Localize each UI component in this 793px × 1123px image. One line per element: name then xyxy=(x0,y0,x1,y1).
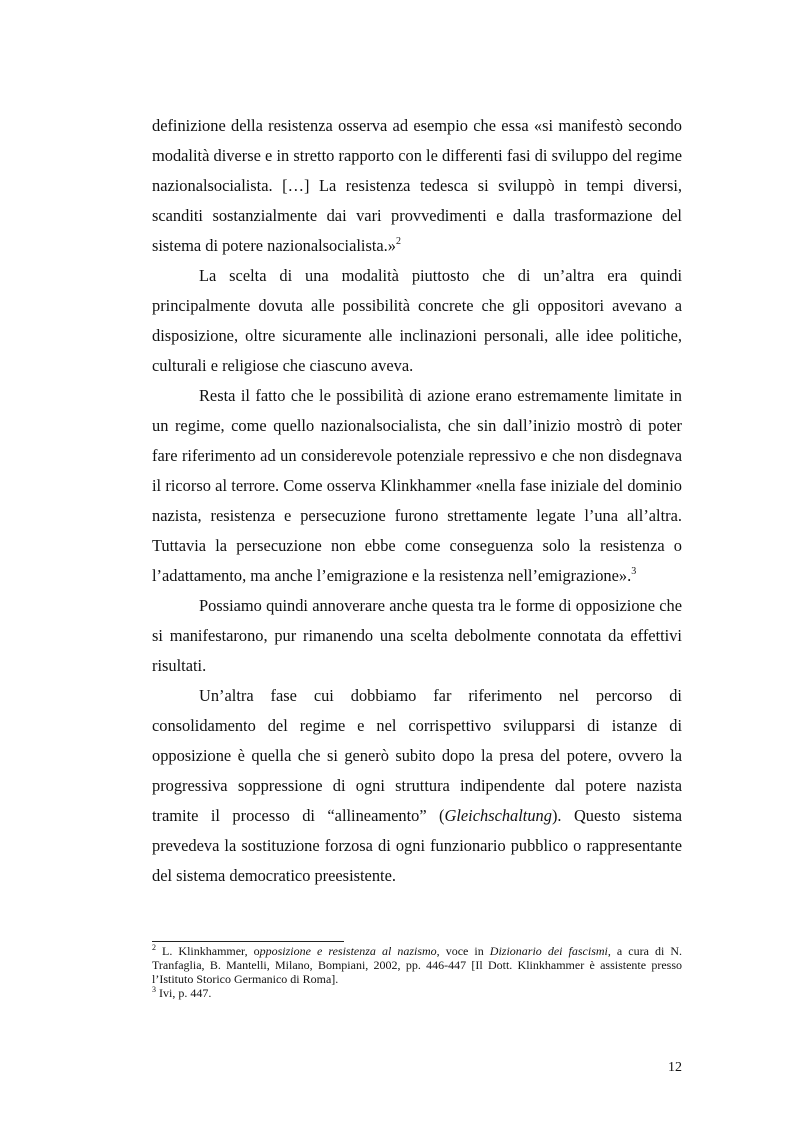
italic-text: Dizionario dei fascismi xyxy=(489,944,608,958)
text-run: ). Questo sistema prevedeva la sostituzione forzosa di ogni funzionario pubblico o rappresentante del sistema democratico preesistente. xyxy=(152,806,682,885)
italic-text: Gleichschaltung xyxy=(444,806,552,825)
footnote-marker: 2 xyxy=(152,943,156,952)
paragraph xyxy=(152,591,682,681)
footnote-separator xyxy=(152,941,344,942)
footnote-marker: 3 xyxy=(631,566,637,577)
page-number: 12 xyxy=(668,1060,682,1075)
text-run: La scelta di una modalità piuttosto che di un’altra era quindi principalmente dovuta alle possibilità concrete che gli oppositori avevano a disposizione, oltre sicuramente alle inclinazioni personali, alle idee politiche, culturali e religiose che ciascuno aveva. xyxy=(152,266,682,375)
text-run: L. Klinkhammer, o xyxy=(156,944,260,958)
footnotes xyxy=(152,944,682,1000)
text-run: Ivi, p. 447. xyxy=(156,986,212,1000)
text-run: , a cura di N. Tranfaglia, B. Mantelli, Milano, Bompiani, 2002, pp. 446-447 [Il Dott. Klinkhammer è assistente presso l’Istituto Storico Germanico di Roma]. xyxy=(152,944,682,986)
footnote xyxy=(152,986,682,1000)
paragraph xyxy=(152,111,682,261)
text-run: , voce in xyxy=(436,944,490,958)
paragraph xyxy=(152,381,682,591)
paragraph xyxy=(152,261,682,381)
text-run: Un’altra fase cui dobbiamo far riferimento nel percorso di consolidamento del regime e nel corrispettivo svilupparsi di istanze di opposizione è quella che si generò subito dopo la presa del potere, ovvero la progressiva soppressione di ogni struttura indipendente dal potere nazista tramite il processo di “allineamento” ( xyxy=(152,686,682,825)
text-run: Possiamo quindi annoverare anche questa tra le forme di opposizione che si manifestarono, pur rimanendo una scelta debolmente connotata da effettivi risultati. xyxy=(152,596,682,675)
footnote xyxy=(152,944,682,986)
paragraph xyxy=(152,681,682,891)
footnote-marker: 3 xyxy=(152,985,156,994)
text-run: Resta il fatto che le possibilità di azione erano estremamente limitate in un regime, come quello nazionalsocialista, che sin dall’inizio mostrò di poter fare riferimento ad un considerevole potenziale repressivo e che non disdegnava il ricorso al terrore. Come osserva Klinkhammer «nella fase iniziale del dominio nazista, resistenza e persecuzione furono strettamente legate l’una all’altra. Tuttavia la persecuzione non ebbe come conseguenza solo la resistenza o l’adattamento, ma anche l’emigrazione e la resistenza nell’emigrazione». xyxy=(152,386,682,585)
text-run: definizione della resistenza osserva ad esempio che essa «si manifestò secondo modalità diverse e in stretto rapporto con le differenti fasi di sviluppo del regime nazionalsocialista. […] La resistenza tedesca si sviluppò in tempi diversi, scanditi sostanzialmente dai vari provvedimenti e dalla trasformazione del sistema di potere nazionalsocialista.» xyxy=(152,116,682,255)
footnote-marker: 2 xyxy=(395,236,401,247)
italic-text: pposizione e resistenza al nazismo xyxy=(259,944,437,958)
body-text xyxy=(152,111,682,891)
